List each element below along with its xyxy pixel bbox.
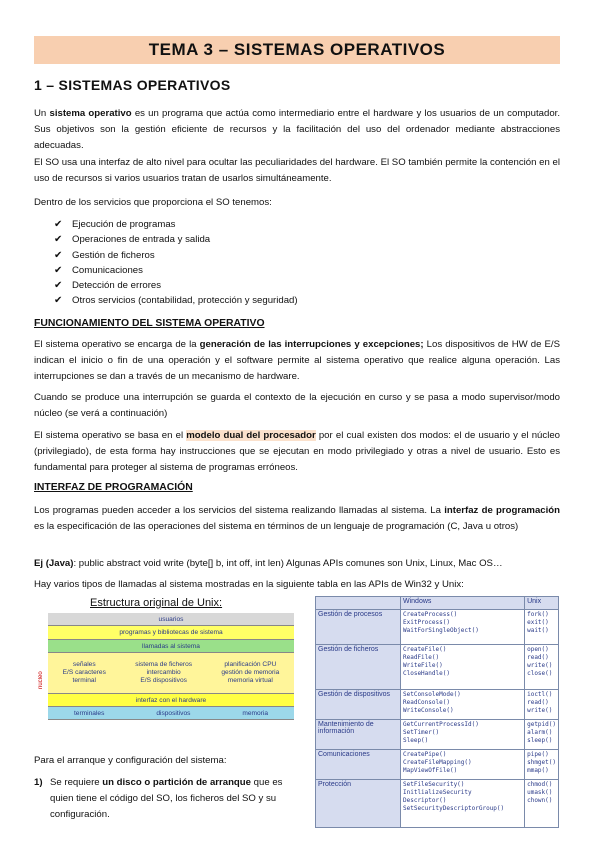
kernel-label: núcleo — [38, 671, 44, 689]
paragraph-interrupts — [34, 337, 560, 385]
paragraph-boot: Para el arranque y configuración del sistema: — [34, 755, 227, 766]
paragraph-java-example — [34, 556, 560, 572]
table-cell-category: Protección — [316, 780, 401, 828]
table-cell-unix — [525, 750, 559, 780]
list-item-label: Ejecución de programas — [72, 219, 176, 230]
text: Se requiere — [50, 777, 103, 788]
table-header: Windows — [401, 597, 525, 610]
function-name: sleep() — [527, 737, 553, 744]
list-item-label: Otros servicios (contabilidad, protección y seguridad) — [72, 295, 298, 307]
table-cell-windows — [401, 780, 525, 828]
kernel-label-item: intercambio — [146, 669, 181, 676]
table-cell-category: Comunicaciones — [316, 750, 401, 780]
table-header: Unix — [525, 597, 559, 610]
bold-text: un disco o partición de arranque — [102, 777, 251, 788]
page-title-text: TEMA 3 – SISTEMAS OPERATIVOS — [148, 40, 446, 59]
heading-interfaz: INTERFAZ DE PROGRAMACIÓN — [34, 482, 193, 493]
function-name: SetConsoleMode() — [403, 691, 461, 698]
table-cell-category: Gestión de ficheros — [316, 645, 401, 690]
text: por el cual existen dos modos: el de usuario y el núcleo (privilegiado), de esta forma hay instrucciones que se ejecutan en modo privilegiado y otras a nivel de usuario. Esto es fundamental para proteger al sistema de programas erróneos. — [34, 430, 560, 473]
table-cell-windows — [401, 610, 525, 645]
function-name: CloseHandle() — [403, 670, 450, 677]
kernel-label-item: gestión de memoria — [221, 669, 280, 676]
layer-interfaz-hardware: interfaz con el hardware — [48, 694, 294, 707]
paragraph-dual-mode — [34, 428, 560, 476]
table-row — [316, 720, 559, 750]
function-name: pipe() — [527, 751, 549, 758]
kernel-label-item: E/S dispositivos — [140, 677, 187, 684]
hardware-item: dispositivos — [156, 709, 191, 717]
function-name: GetCurrentProcessId() — [403, 721, 479, 728]
text: : public abstract void write (byte[] b, int off, int len) Algunas APIs comunes son Unix, Linux, Mac OS… — [73, 558, 503, 569]
function-name: chown() — [527, 797, 553, 804]
paragraph-context: Cuando se produce una interrupción se guarda el contexto de la ejecución en curso y se pasa a modo supervisor/modo núcleo (se verá a continuación) — [34, 392, 560, 419]
table-cell-windows — [401, 645, 525, 690]
table-cell-unix — [525, 720, 559, 750]
function-name: write() — [527, 707, 553, 714]
layer-programas: programas y bibliotecas de sistema — [48, 626, 294, 640]
function-name: CreateFileMapping() — [403, 759, 472, 766]
hardware-item: memoria — [242, 709, 269, 717]
bold-text: sistema operativo — [49, 108, 132, 119]
table-cell-category: Mantenimiento de información — [316, 720, 401, 750]
kernel-label-item: señales — [72, 661, 96, 668]
numbered-item — [34, 775, 304, 823]
function-name: SetFileSecurity() — [403, 781, 465, 788]
kernel-label-item: E/S caracteres — [62, 669, 106, 676]
table-row — [316, 645, 559, 690]
table-row — [316, 690, 559, 720]
text: Los programas pueden acceder a los servicios del sistema realizando llamadas al sistema. La — [34, 505, 445, 516]
list-item — [54, 293, 298, 308]
function-name: exit() — [527, 619, 549, 626]
check-icon: ✔ — [54, 264, 63, 276]
function-name: ReadFile() — [403, 654, 440, 661]
bold-text: Ej (Java) — [34, 558, 74, 569]
list-item-label: Gestión de ficheros — [72, 249, 155, 261]
layer-llamadas: llamadas al sistema — [48, 640, 294, 653]
function-name: chmod() — [527, 781, 553, 788]
list-item-label: Operaciones de entrada y salida — [72, 234, 211, 246]
layer-hardware — [48, 707, 294, 720]
function-name: WriteConsole() — [403, 707, 454, 714]
paragraph-interface: El SO usa una interfaz de alto nivel para ocultar las peculiaridades del hardware. El SO también permite la contención en el uso de recursos si varios usuarios tratan de usarlos simultáneamente. — [34, 157, 560, 184]
function-name: read() — [527, 699, 549, 706]
list-item — [54, 217, 298, 232]
kernel-column — [221, 661, 279, 685]
check-icon: ✔ — [54, 295, 63, 307]
paragraph-api — [34, 503, 560, 535]
list-item — [54, 232, 298, 247]
function-name: SetSecurityDescriptorGroup() — [403, 805, 505, 812]
list-item — [54, 263, 298, 278]
table-row — [316, 750, 559, 780]
system-calls-table — [315, 596, 559, 828]
table-cell-windows — [401, 720, 525, 750]
function-name: CreateFile() — [403, 646, 447, 653]
list-item — [54, 248, 298, 263]
check-icon: ✔ — [54, 219, 63, 230]
table-row — [316, 610, 559, 645]
table-row — [316, 780, 559, 828]
list-item — [54, 278, 298, 293]
kernel-label-item: terminal — [72, 677, 96, 684]
table-cell-unix — [525, 645, 559, 690]
unix-structure-diagram — [34, 613, 302, 749]
function-name: InitlializeSecurity — [403, 789, 472, 796]
table-header — [316, 597, 401, 610]
list-item-label: Detección de errores — [72, 280, 162, 292]
function-name: shmget() — [527, 759, 556, 766]
paragraph-services-intro: Dentro de los servicios que proporciona el SO tenemos: — [34, 197, 272, 208]
paragraph-table-intro: Hay varios tipos de llamadas al sistema mostradas en la siguiente tabla en las APIs de Win32 y Unix: — [34, 579, 464, 590]
services-list — [54, 217, 298, 309]
function-name: ReadConsole() — [403, 699, 450, 706]
table-header-row — [316, 597, 559, 610]
text: El sistema operativo se basa en el — [34, 430, 187, 441]
function-name: getpid() — [527, 721, 556, 728]
hardware-item: terminales — [73, 709, 105, 717]
kernel-label-item: planificación CPU — [224, 661, 277, 668]
check-icon: ✔ — [54, 234, 63, 246]
function-name: fork() — [527, 611, 549, 618]
function-name: close() — [527, 670, 553, 677]
table-body — [316, 610, 559, 828]
table-cell-unix — [525, 690, 559, 720]
text: Un — [34, 108, 50, 119]
table-cell-windows — [401, 690, 525, 720]
check-icon: ✔ — [54, 280, 63, 292]
text: es la especificación de las operaciones del sistema en términos de un lenguaje de programación (C, Java u otros) — [34, 521, 519, 532]
function-name: SetTimer() — [403, 729, 440, 736]
table-cell-category: Gestión de dispositivos — [316, 690, 401, 720]
kernel-label-item: memoria virtual — [227, 677, 273, 684]
function-name: ExitProcess() — [403, 619, 450, 626]
highlighted-text: modelo dual del procesador — [186, 430, 316, 441]
layer-kernel — [48, 653, 294, 694]
diagram-title: Estructura original de Unix: — [90, 597, 223, 609]
table-cell-unix — [525, 780, 559, 828]
item-text — [50, 775, 304, 823]
function-name: Descriptor() — [403, 797, 447, 804]
kernel-label-item: sistema de ficheros — [135, 661, 193, 668]
function-name: write() — [527, 662, 553, 669]
function-name: MapViewOfFile() — [403, 767, 458, 774]
function-name: WriteFile() — [403, 662, 443, 669]
function-name: CreatePipe() — [403, 751, 447, 758]
function-name: mmap() — [527, 767, 549, 774]
text: que es quien tiene el código del SO, los ficheros del SO y su configuración. — [50, 777, 283, 820]
function-name: Sleep() — [403, 737, 429, 744]
text: El sistema operativo se encarga de la — [34, 339, 200, 350]
list-item-label: Comunicaciones — [72, 264, 143, 276]
function-name: wait() — [527, 627, 549, 634]
item-number: 1) — [34, 777, 43, 788]
function-name: ioctl() — [527, 691, 553, 698]
text: Los dispositivos de HW de E/S indican el inicio o fin de una operación y el software permite al sistema operativo que realice alguna operación. Las interrupciones se dan a través de un mecanismo de hardware. — [34, 339, 560, 382]
kernel-column — [135, 661, 192, 685]
layer-usuarios: usuarios — [48, 613, 294, 626]
bold-text: interfaz de programación — [444, 505, 560, 516]
check-icon: ✔ — [54, 249, 63, 261]
paragraph-definition — [34, 106, 560, 154]
heading-funcionamiento: FUNCIONAMIENTO DEL SISTEMA OPERATIVO — [34, 318, 265, 329]
table-cell-category: Gestión de procesos — [316, 610, 401, 645]
function-name: read() — [527, 654, 549, 661]
bold-text: generación de las interrupciones y excepciones; — [199, 339, 424, 350]
text: es un programa que actúa como intermediario entre el hardware y los usuarios de un computador. Sus objetivos son la gestión eficiente de recursos y la facilitación del uso del ordenador mediante abstracciones adecuadas. — [34, 108, 560, 151]
function-name: alarm() — [527, 729, 553, 736]
page-title — [34, 36, 560, 64]
function-name: umask() — [527, 789, 553, 796]
kernel-column — [63, 661, 106, 685]
table-cell-windows — [401, 750, 525, 780]
function-name: CreateProcess() — [403, 611, 458, 618]
function-name: open() — [527, 646, 549, 653]
section-heading: 1 – SISTEMAS OPERATIVOS — [34, 77, 231, 93]
table-cell-unix — [525, 610, 559, 645]
function-name: WaitForSingleObject() — [403, 627, 479, 634]
